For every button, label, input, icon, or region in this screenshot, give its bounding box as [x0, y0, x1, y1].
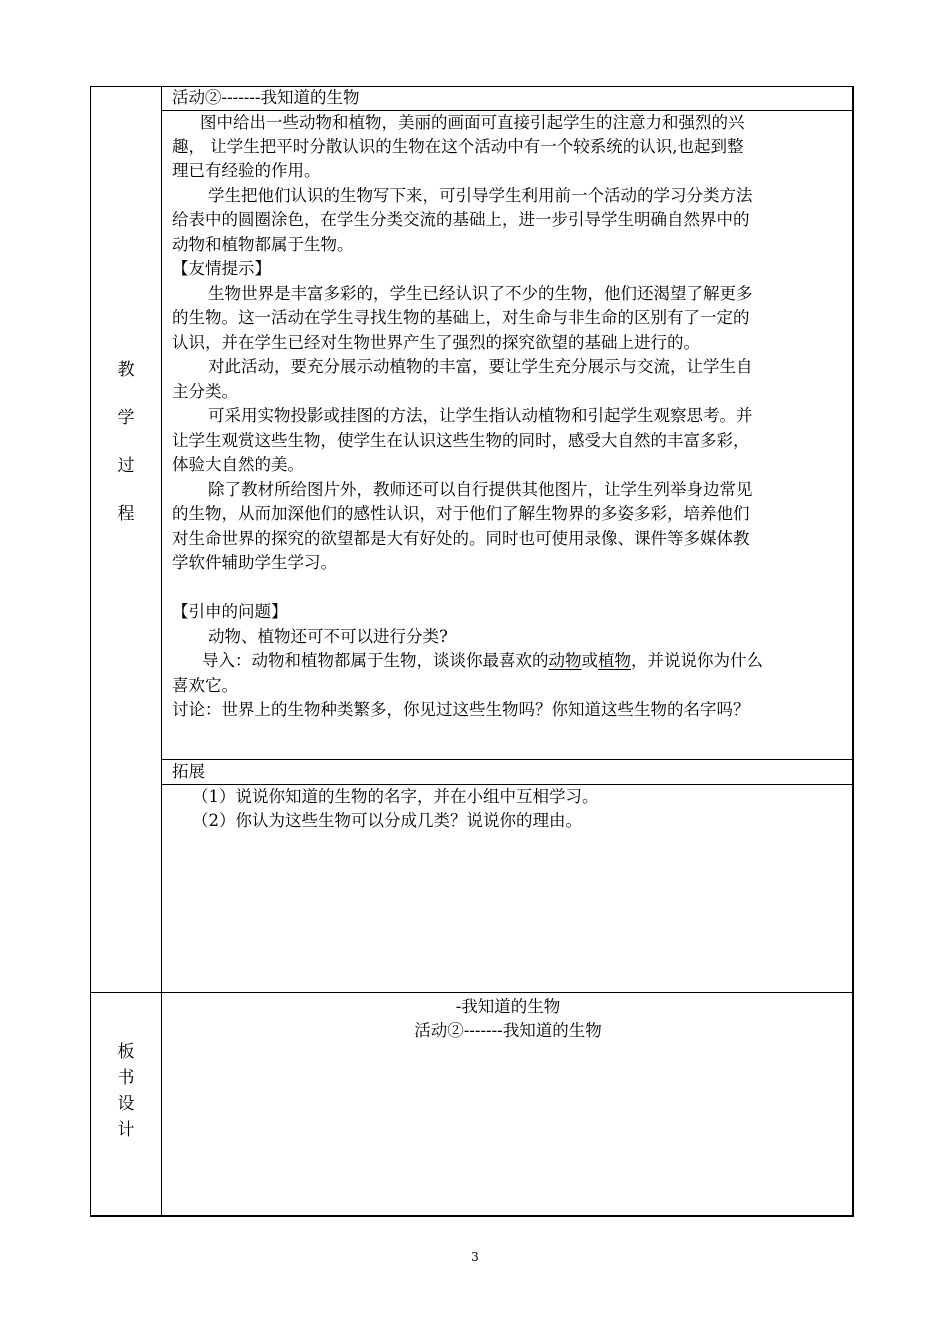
paragraph-line: 对此活动，要充分展示动植物的丰富，要让学生充分展示与交流，让学生自 — [208, 357, 753, 376]
intro-line-2: 喜欢它。 — [172, 676, 238, 695]
paragraph-line: 趣， 让学生把平时分散认识的生物在这个活动中有一个较系统的认识,也起到整 — [172, 137, 744, 156]
paragraph-line: 的生物。这一活动在学生寻找生物的基础上，对生命与非生命的区别有了一定的 — [172, 308, 750, 327]
paragraph-line: 给表中的圆圈涂色，在学生分类交流的基础上，进一步引导学生明确自然界中的 — [172, 210, 750, 229]
board-label-char: 板 — [117, 1042, 135, 1062]
paragraph-line: 的生物，从而加深他们的感性认识，对于他们了解生物界的多姿多彩，培养他们 — [172, 504, 750, 523]
paragraph-line: 主分类。 — [172, 382, 238, 401]
process-label-char: 学 — [117, 408, 135, 428]
board-label-char: 书 — [117, 1068, 135, 1088]
process-label-char: 程 — [117, 504, 135, 524]
paragraph-line: 让学生观赏这些生物，使学生在认识这些生物的同时，感受大自然的丰富多彩， — [172, 431, 750, 450]
expand-item: （1）说说你知道的生物的名字，并在小组中互相学习。 — [192, 787, 599, 806]
paragraph-line: 学软件辅助学生学习。 — [172, 553, 337, 572]
intro-line — [202, 649, 763, 674]
paragraph-line: 学生把他们认识的生物写下来，可引导学生利用前一个活动的学习分类方法 — [208, 186, 753, 205]
board-label-char: 计 — [117, 1120, 135, 1140]
tip-title: 【友情提示】 — [172, 259, 271, 278]
extended-title: 【引申的问题】 — [172, 602, 288, 621]
expand-item: （2）你认为这些生物可以分成几类？说说你的理由。 — [192, 811, 582, 830]
row-divider-expand — [161, 759, 854, 760]
paragraph-line: 除了教材所给图片外，教师还可以自行提供其他图片，让学生列举身边常见 — [208, 480, 753, 499]
paragraph-line: 体验大自然的美。 — [172, 455, 304, 474]
board-title: -我知道的生物 — [455, 997, 561, 1016]
activity-header: 活动②-------我知道的生物 — [172, 88, 360, 107]
board-label — [90, 1044, 162, 1148]
process-label — [90, 362, 162, 554]
paragraph-line: 理已有经验的作用。 — [172, 161, 321, 180]
extended-question: 动物、植物还可不可以进行分类? — [208, 627, 448, 646]
intro-prefix: 导入：动物和植物都属于生物，谈谈你最喜欢的 — [202, 651, 549, 670]
paragraph-line: 认识，并在学生已经对生物世界产生了强烈的探究欲望的基础上进行的。 — [172, 333, 700, 352]
paragraph-line: 可采用实物投影或挂图的方法，让学生指认动植物和引起学生观察思考。并 — [208, 406, 753, 425]
paragraph-line: 图中给出一些动物和植物，美丽的画面可直接引起学生的注意力和强烈的兴 — [200, 113, 745, 132]
intro-plant: 植物 — [598, 651, 631, 670]
board-label-char: 设 — [117, 1094, 135, 1114]
board-subtitle: 活动②-------我知道的生物 — [414, 1021, 602, 1040]
paragraph-line: 动物和植物都属于生物。 — [172, 235, 354, 254]
paragraph-line: 对生命世界的探究的欲望都是大有好处的。同时也可使用录像、课件等多媒体教 — [172, 529, 750, 548]
discussion-line: 讨论：世界上的生物种类繁多，你见过这些生物吗？你知道这些生物的名字吗？ — [172, 700, 750, 719]
process-label-char: 过 — [117, 456, 135, 476]
expand-header: 拓展 — [172, 762, 205, 781]
process-label-char: 教 — [117, 360, 135, 380]
page-number: 3 — [471, 1250, 479, 1264]
intro-animal: 动物 — [548, 651, 582, 670]
intro-or: 或 — [581, 651, 598, 670]
intro-suffix: ，并说说你为什么 — [631, 651, 763, 670]
paragraph-line: 生物世界是丰富多彩的，学生已经认识了不少的生物，他们还渴望了解更多 — [208, 284, 753, 303]
